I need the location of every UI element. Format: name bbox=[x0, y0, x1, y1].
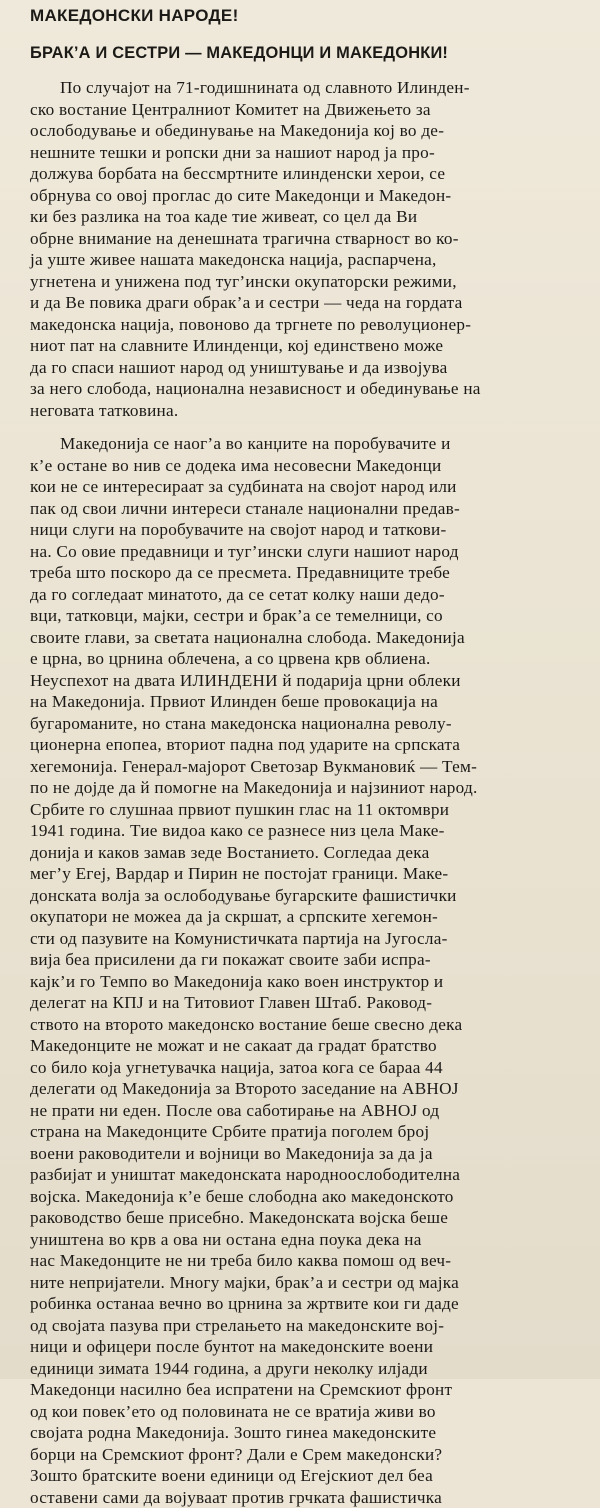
text-line: Македонците не можат и не сакаат да градат братство bbox=[30, 1035, 590, 1057]
text-line: хегемонија. Генерал-мајорот Светозар Вукмановиќ — Тем- bbox=[30, 756, 590, 778]
text-line: ционерна епопеа, вториот падна под ударите на српската bbox=[30, 734, 590, 756]
text-line: обрне внимание на денешната трагична стварност во ко- bbox=[30, 228, 590, 250]
text-line: ја уште живее нашата македонска нација, распарчена, bbox=[30, 249, 590, 271]
text-line: донската волја за ослободување бугарските фашистички bbox=[30, 885, 590, 907]
text-line: со било која угнетувачка нација, затоа кога се бараа 44 bbox=[30, 1057, 590, 1079]
text-line: кајк’и го Темпо во Македонија како воен инструктор и bbox=[30, 971, 590, 993]
text-line: неговата татковина. bbox=[30, 400, 590, 422]
text-line: да го спаси нашиот народ од уништување и да извојува bbox=[30, 357, 590, 379]
text-line: треба што поскоро да се пресмета. Предавниците требе bbox=[30, 562, 590, 584]
text-line: вија беа присилени да ги покажат своите заби испра- bbox=[30, 949, 590, 971]
text-line: и да Ве повика драги обрак’а и сестри — чеда на гордата bbox=[30, 292, 590, 314]
text-line: страна на Македонците Србите пратија поголем број bbox=[30, 1121, 590, 1143]
text-line: 1941 година. Тие видоа како се разнесе низ цела Маке- bbox=[30, 820, 590, 842]
text-line: своите глави, за светата национална слобода. Македонија bbox=[30, 627, 590, 649]
paragraph-gap bbox=[30, 421, 590, 433]
text-line: е црна, во црнина облечена, а со црвена крв облиена. bbox=[30, 648, 590, 670]
paragraph-1 bbox=[30, 77, 590, 421]
text-line: обрнува со овој проглас до сите Македонци и Македон- bbox=[30, 185, 590, 207]
document-subheading: БРАК’А И СЕСТРИ — МАКЕДОНЦИ И МАКЕДОНКИ! bbox=[30, 43, 590, 63]
text-line: единици зимата 1944 година, а други неколку илјади bbox=[30, 1358, 590, 1380]
text-line: должува борбата на бессмртните илинденски херои, се bbox=[30, 163, 590, 185]
text-line: уништена во крв а ова ни остана една поука дека на bbox=[30, 1229, 590, 1251]
text-line: ството на второто македонско востание беше свесно дека bbox=[30, 1014, 590, 1036]
text-line: Неуспехот на двата ИЛИНДЕНИ й подарија црни облеки bbox=[30, 670, 590, 692]
text-line: нас Македонците не ни треба било каква помош од веч- bbox=[30, 1250, 590, 1272]
text-line: робинка останаа вечно во црнина за жртвите кои ги даде bbox=[30, 1293, 590, 1315]
text-line: по не дојде да й помогне на Македонија и најзиниот народ. bbox=[30, 777, 590, 799]
text-line: ки без разлика на тоа каде тие живеат, со цел да Ви bbox=[30, 206, 590, 228]
text-line: вци, татковци, маjки, сестри и брак’а се темелници, со bbox=[30, 605, 590, 627]
text-line: Србите го слушнаа првиот пушкин глас на 11 октомври bbox=[30, 799, 590, 821]
text-line: пак од свои лични интереси станале национални предав- bbox=[30, 498, 590, 520]
text-line: борци на Сремскиот фронт? Дали е Срем македонски? bbox=[30, 1444, 590, 1466]
text-line: окупатори не можеа да ја скршат, а српските хегемон- bbox=[30, 906, 590, 928]
text-line: разбијат и уништат македонската народноослободителна bbox=[30, 1164, 590, 1186]
text-line: македонска нација, повоново да тргнете по револуционер- bbox=[30, 314, 590, 336]
text-line: мег’у Егеј, Вардар и Пирин не постојат граници. Маке- bbox=[30, 863, 590, 885]
text-line: раководство беше присебно. Македонската војска беше bbox=[30, 1207, 590, 1229]
text-line: бугароманите, но стана македонска национална револу- bbox=[30, 713, 590, 735]
text-line: воени раководители и војници во Македонија за да ја bbox=[30, 1143, 590, 1165]
text-line: угнетена и унижена под туг’ински окупаторски режими, bbox=[30, 271, 590, 293]
text-line: нешните тешки и ропски дни за нашиот народ ја про- bbox=[30, 142, 590, 164]
text-line: к’е остане во нив се додека има несовесни Македонци bbox=[30, 455, 590, 477]
text-line: По случајот на 71-годишнината од славното Илинден- bbox=[30, 77, 590, 99]
text-line: ослободување и обединување на Македонија кој во де- bbox=[30, 120, 590, 142]
text-line: делегат на КПЈ и на Титовиот Главен Штаб. Раковод- bbox=[30, 992, 590, 1014]
text-line: донија и каков замав зеде Востанието. Согледаа дека bbox=[30, 842, 590, 864]
text-line: за него слобода, национална независност и обединување на bbox=[30, 378, 590, 400]
text-line: не прати ни еден. После ова саботирање на АВНОЈ од bbox=[30, 1100, 590, 1122]
text-line: на. Со овие предавници и туг’ински слуги нашиот народ bbox=[30, 541, 590, 563]
text-line: ните непријатели. Многу мајки, брак’а и сестри од мајка bbox=[30, 1272, 590, 1294]
text-line: Македонци насилно беа испратени на Сремскиот фронт bbox=[30, 1379, 590, 1401]
text-line: својата родна Македонија. Зошто гинеа македонските bbox=[30, 1422, 590, 1444]
text-line: ници слуги на поробувачите на својот народ и таткови- bbox=[30, 519, 590, 541]
text-line: Македонија се наог’а во канџите на поробувачите и bbox=[30, 433, 590, 455]
text-line: делегати од Македонија за Второто заседание на АВНОЈ bbox=[30, 1078, 590, 1100]
text-line: ниот пат на славните Илинденци, кој единствено може bbox=[30, 335, 590, 357]
text-line: оставени сами да војуваат против грчката фашистичка bbox=[30, 1487, 590, 1508]
text-line: на Македонија. Првиот Илинден беше провокација на bbox=[30, 691, 590, 713]
text-line: да го согледаат минатото, да се сетат колку наши дедо- bbox=[30, 584, 590, 606]
text-line: ско востание Централниот Комитет на Движењето за bbox=[30, 99, 590, 121]
paragraph-2 bbox=[30, 433, 590, 1508]
text-line: војска. Македонија к’е беше слободна ако македонското bbox=[30, 1186, 590, 1208]
text-line: од кои повек’ето од половината не се вратија живи во bbox=[30, 1401, 590, 1423]
text-line: сти од пазувите на Комунистичката партија на Југосла- bbox=[30, 928, 590, 950]
text-line: кои не се интересираат за судбината на својот народ или bbox=[30, 476, 590, 498]
text-line: Зошто братските воени единици од Егејскиот дел беа bbox=[30, 1465, 590, 1487]
document-heading: МАКЕДОНСКИ НАРОДЕ! bbox=[30, 6, 590, 26]
text-line: ници и офицери после бунтот на македонските воени bbox=[30, 1336, 590, 1358]
text-line: од својата пазува при стрелањето на македонските вој- bbox=[30, 1315, 590, 1337]
